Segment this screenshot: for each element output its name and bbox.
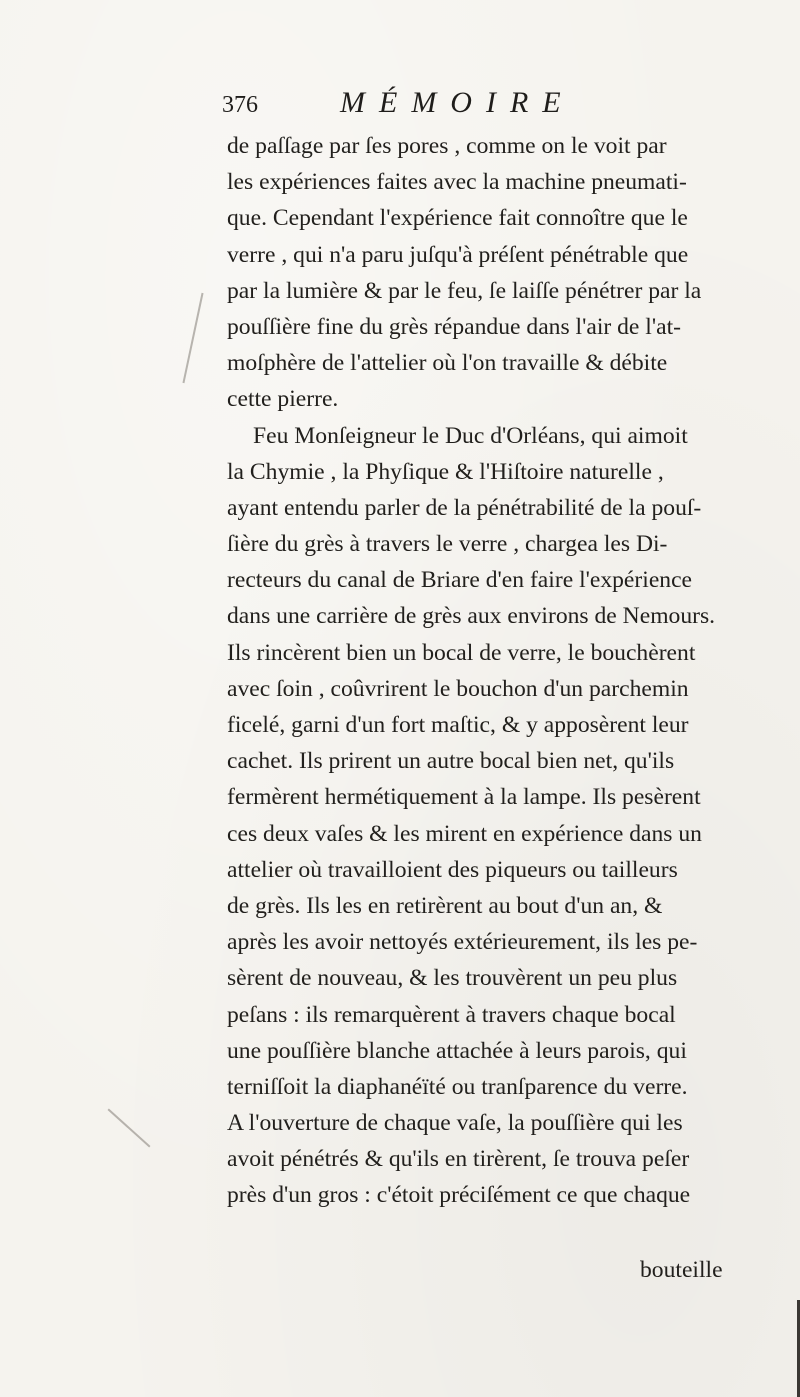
- text-line: près d'un gros : c'étoit préciſément ce que chaque: [227, 1182, 691, 1209]
- page-header: [222, 86, 692, 126]
- text-line: fermèrent hermétiquement à la lampe. Ils pesèrent: [227, 784, 701, 811]
- text-line: avec ſoin , coûvrirent le bouchon d'un parchemin: [227, 675, 689, 702]
- text-line: dans une carrière de grès aux environs de Nemours.: [227, 603, 716, 630]
- text-line: de paſſage par ſes pores , comme on le voit par: [227, 133, 667, 159]
- text-line: cachet. Ils prirent un autre bocal bien net, qu'ils: [227, 748, 675, 775]
- text-line: avoit pénétrés & qu'ils en tirèrent, ſe trouva peſer: [227, 1146, 690, 1173]
- text-line: recteurs du canal de Briare d'en faire l'expérience: [227, 567, 693, 594]
- page-number: 376: [222, 92, 258, 118]
- body-text: [227, 128, 747, 1214]
- text-line: A l'ouverture de chaque vaſe, la pouſſière qui les: [227, 1110, 683, 1137]
- text-line: que. Cependant l'expérience fait connoître que le: [227, 205, 688, 232]
- text-line: la Chymie , la Phyſique & l'Hiſtoire naturelle ,: [227, 458, 664, 485]
- text-line: pouſſière fine du grès répandue dans l'air de l'at-: [227, 313, 681, 340]
- text-line: après les avoir nettoyés extérieurement, ils les pe-: [227, 929, 698, 956]
- running-title: MÉMOIRE: [340, 86, 575, 119]
- text-line: Feu Monſeigneur le Duc d'Orléans, qui aimoit: [253, 422, 688, 449]
- margin-stroke: [108, 1109, 151, 1148]
- text-line: attelier où travailloient des piqueurs ou tailleurs: [227, 856, 678, 883]
- text-line: verre , qui n'a paru juſqu'à préſent pénétrable que: [227, 241, 689, 268]
- text-line: de grès. Ils les en retirèrent au bout d'un an, &: [227, 892, 663, 919]
- text-line: ayant entendu parler de la pénétrabilité de la pouſ-: [227, 494, 702, 521]
- text-line: ces deux vaſes & les mirent en expérience dans un: [227, 820, 702, 847]
- text-line: sèrent de nouveau, & les trouvèrent un peu plus: [227, 965, 678, 992]
- text-line: peſans : ils remarquèrent à travers chaque bocal: [227, 1001, 676, 1028]
- text-line: par la lumière & par le feu, ſe laiſſe pénétrer par la: [227, 277, 702, 304]
- catchword: bouteille: [640, 1257, 723, 1283]
- text-line: ſière du grès à travers le verre , chargea les Di-: [227, 531, 668, 558]
- text-line: terniſſoit la diaphanéïté ou tranſparence du verre.: [227, 1073, 688, 1100]
- text-line: les expériences faites avec la machine pneumati-: [227, 169, 687, 196]
- text-line: Ils rincèrent bien un bocal de verre, le bouchèrent: [227, 639, 696, 666]
- margin-stroke: [182, 293, 203, 383]
- text-line: ficelé, garni d'un fort maſtic, & y apposèrent leur: [227, 712, 689, 738]
- text-line: une pouſſière blanche attachée à leurs parois, qui: [227, 1037, 687, 1064]
- text-line: cette pierre.: [227, 386, 339, 413]
- text-line: moſphère de l'attelier où l'on travaille & débite: [227, 350, 668, 377]
